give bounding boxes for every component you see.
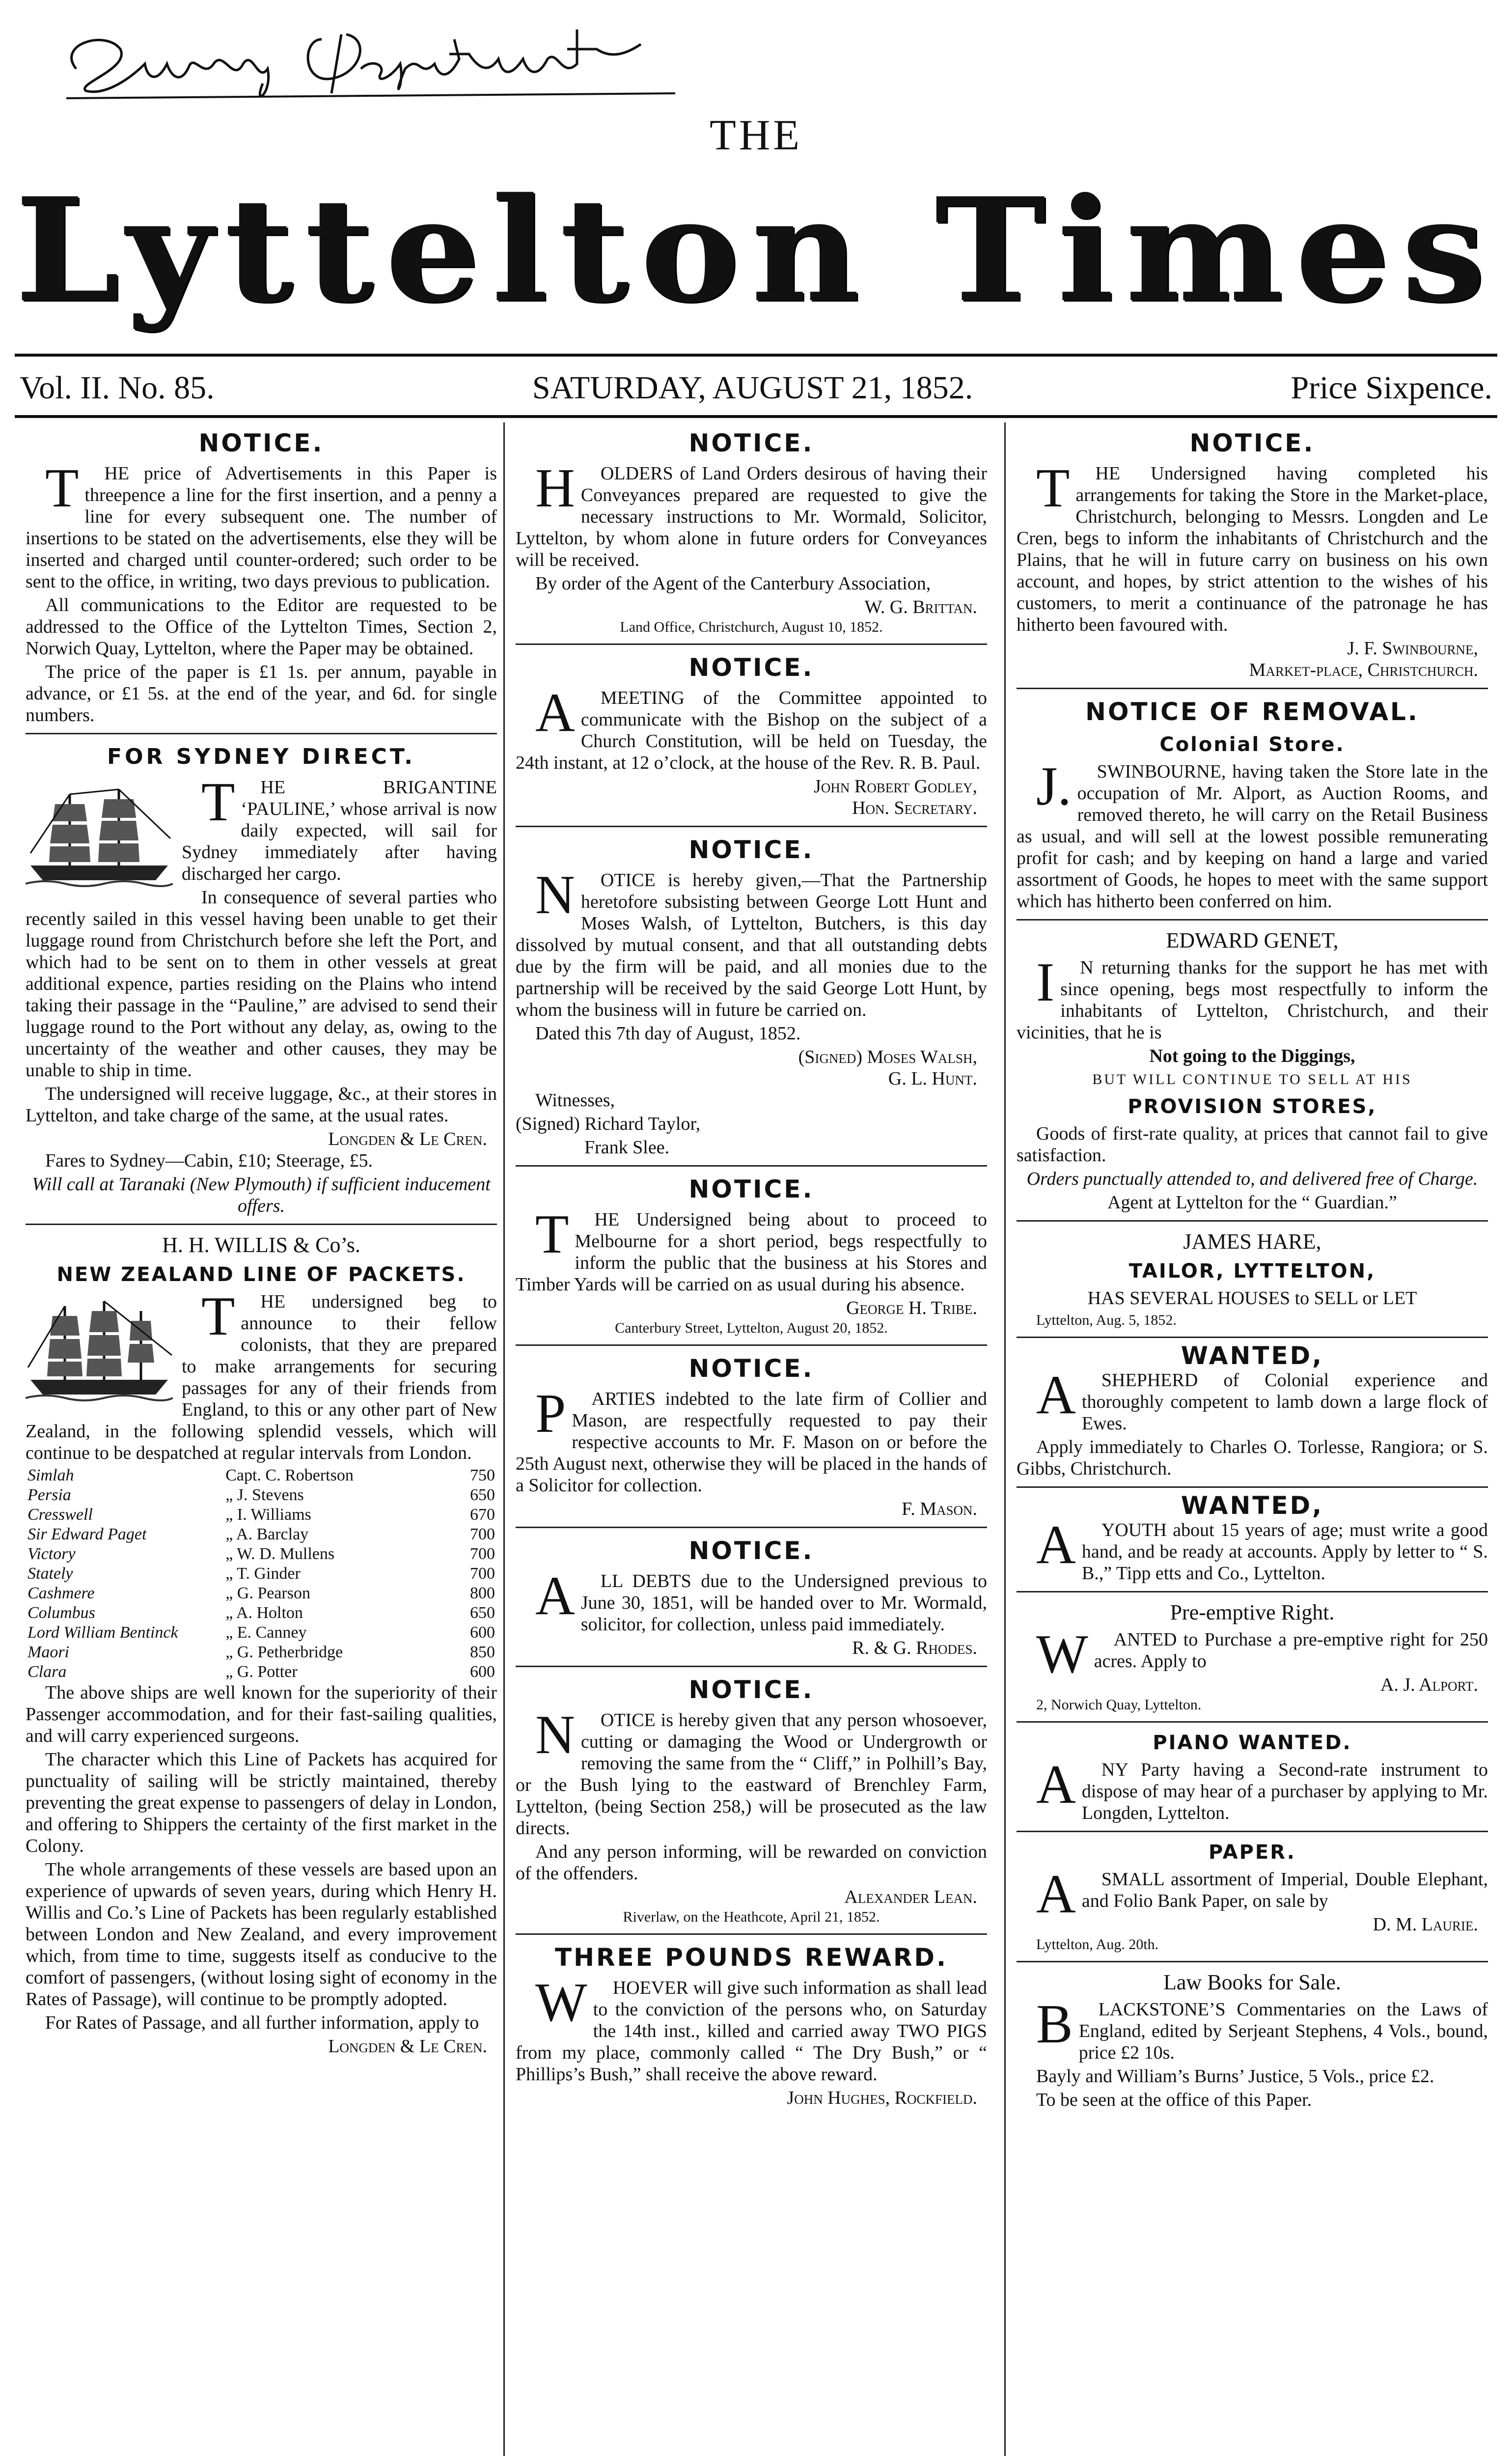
signature-longden: Longden & Le Cren.	[328, 1129, 487, 1149]
ship-tonnage: 600	[470, 1623, 495, 1642]
signature-title: Hon. Secretary.	[852, 798, 977, 818]
store-market-place-text: THE Undersigned having completed his arrangements for taking the Store in the Market-place, Christchurch, belonging to Messrs. Longden and Le Cren, begs to inform the inhabitants of Christchurch and the Plains, that he will in future carry on business on his own account, and hopes, by strict attention to the wishes of his customers, to merit a continuance of the patronage he has hitherto been favoured with.	[1017, 458, 1488, 635]
signed-hunt: G. L. Hunt.	[888, 1068, 977, 1089]
table-row	[26, 1584, 497, 1603]
column-divider-1	[503, 422, 505, 2456]
taranaki-note: Will call at Taranaki (New Plymouth) if sufficient inducement offers.	[32, 1174, 491, 1216]
notice-heading: NOTICE.	[688, 653, 814, 682]
melbourne-text: THE Undersigned being about to proceed to Melbourne for a short period, begs respectfully to inform the public that the business at his Stores and Timber Yards will be carried on as usual during his absence.	[516, 1204, 987, 1295]
column-divider-2	[1004, 422, 1006, 2456]
pre-emptive-text: WANTED to Purchase a pre-emptive right for 250 acres. Apply to	[1036, 1624, 1488, 1685]
willis-intro-text: THE undersigned beg to announce to their fellow colonists, that they are prepared to make arrangements for securing passages for any of their friends from England, to this or any other part of New Zealand, in the following splendid vessels, which will continue to be despatched at regular intervals from London.	[26, 1286, 497, 1463]
ship-name: Stately	[27, 1564, 73, 1583]
notice-heading: NOTICE.	[688, 1675, 814, 1704]
signature-tribe: George H. Tribe.	[846, 1298, 977, 1318]
hare-heading: JAMES HARE,	[1183, 1229, 1321, 1254]
column-1	[26, 422, 497, 2456]
notice-heading: NOTICE.	[688, 1175, 814, 1203]
piano-heading: PIANO WANTED.	[1153, 1731, 1352, 1754]
ship-tonnage: 650	[470, 1604, 495, 1622]
ship-illustration	[26, 780, 173, 893]
divider	[516, 826, 987, 827]
signature-hughes: John Hughes, Rockfield.	[787, 2088, 977, 2108]
notice-heading: NOTICE.	[688, 429, 814, 457]
signature-mason: F. Mason.	[902, 1499, 977, 1519]
masthead-rule-bottom	[15, 415, 1497, 418]
signature-godley: John Robert Godley,	[814, 776, 977, 797]
divider	[516, 1666, 987, 1667]
column-3	[1017, 422, 1488, 2456]
witness-taylor: (Signed) Richard Taylor,	[516, 1114, 701, 1134]
ship-name: Simlah	[27, 1466, 74, 1484]
ship-name: Clara	[27, 1663, 67, 1681]
divider	[516, 643, 987, 645]
land-orders-text: HOLDERS of Land Orders desirous of having their Conveyances prepared are requested to give the necessary instructions to Mr. Wormald, Solicitor, Lyttelton, by whom alone in future orders for Conveyances will be received.	[516, 458, 987, 570]
colonial-store-subhead: Colonial Store.	[1159, 733, 1345, 756]
signature-brittan: W. G. Brittan.	[864, 597, 977, 617]
alport-place: 2, Norwich Quay, Lyttelton.	[1036, 1697, 1202, 1713]
handwriting-signature-image	[47, 10, 685, 103]
genet-heading: EDWARD GENET,	[1166, 928, 1339, 952]
dateline	[20, 363, 1492, 413]
divider	[1017, 1220, 1488, 1222]
shepherd-apply-text: Apply immediately to Charles O. Torlesse, Rangiora; or S. Gibbs, Christchurch.	[1017, 1437, 1488, 1479]
masthead-the: THE	[709, 112, 803, 159]
sailing-ship-icon	[26, 1294, 173, 1407]
signed-walsh: (Signed) Moses Walsh,	[798, 1047, 977, 1067]
divider	[516, 1344, 987, 1346]
divider	[1017, 1486, 1488, 1488]
pre-emptive-heading: Pre-emptive Right.	[1170, 1600, 1335, 1624]
witnesses-label: Witnesses,	[535, 1090, 615, 1111]
signature-swinbourne: J. F. Swinbourne,	[1347, 638, 1478, 659]
signature-alport: A. J. Alport.	[1380, 1675, 1478, 1695]
signature-longden: Longden & Le Cren.	[328, 2036, 487, 2057]
willis-heading: H. H. WILLIS & Co’s.	[162, 1233, 360, 1257]
divider	[1017, 919, 1488, 921]
orders-text: Orders punctually attended to, and delivered free of Charge.	[1026, 1169, 1478, 1189]
table-row	[26, 1466, 497, 1485]
laurie-place: Lyttelton, Aug. 20th.	[1036, 1936, 1159, 1953]
editor-communications-text: All communications to the Editor are requested to be addressed to the Office of the Lyttelton Times, Section 2, Norwich Quay, Lyttelton, where the Paper may be obtained.	[26, 595, 497, 659]
land-office-place: Land Office, Christchurch, August 10, 1852.	[620, 619, 883, 635]
lean-place: Riverlaw, on the Heathcote, April 21, 1852.	[623, 1909, 880, 1925]
ship-name: Persia	[27, 1486, 71, 1504]
issue-date: SATURDAY, AUGUST 21, 1852.	[532, 370, 973, 406]
notice-heading: NOTICE.	[1189, 429, 1315, 457]
table-row	[26, 1544, 497, 1564]
ship-tonnage: 650	[470, 1486, 495, 1504]
signature-laurie: D. M. Laurie.	[1373, 1914, 1478, 1935]
divider	[1017, 1831, 1488, 1832]
witness-slee: Frank Slee.	[584, 1137, 670, 1158]
collier-mason-text: PARTIES indebted to the late firm of Collier and Mason, are respectfully requested to pay their respective accounts to Mr. F. Mason on or before the 25th August next, otherwise they will be placed in the hands of a Solicitor for collection.	[516, 1383, 987, 1496]
price: Price Sixpence.	[1291, 370, 1492, 406]
ship-tonnage: 850	[470, 1643, 495, 1661]
table-row	[26, 1525, 497, 1544]
table-row	[26, 1643, 497, 1662]
piano-text: ANY Party having a Second-rate instrument to dispose of may hear of a purchaser by applying to Mr. Longden, Lyttelton.	[1036, 1754, 1488, 1823]
ship-master: „ T. Ginder	[225, 1564, 301, 1583]
packets-heading: NEW ZEALAND LINE OF PACKETS.	[56, 1263, 466, 1286]
wanted-heading: WANTED,	[1181, 1341, 1324, 1370]
ship-name: Maori	[27, 1643, 69, 1661]
ship-master: „ G. Petherbridge	[225, 1643, 343, 1661]
reward-informing-text: And any person informing, will be rewarded on conviction of the offenders.	[516, 1842, 987, 1884]
ship-name: Sir Edward Paget	[27, 1525, 147, 1543]
youth-text: AYOUTH about 15 years of age; must write a good hand, and be ready at accounts. Apply by letter to “ S. B.,” Tipp etts and Co., Lyttelton.	[1036, 1514, 1488, 1584]
ship-master: „ G. Potter	[225, 1663, 298, 1681]
signature-rhodes: R. & G. Rhodes.	[852, 1638, 977, 1658]
luggage-stores-text: The undersigned will receive luggage, &c., at their stores in Lyttelton, and take charge of the same, at the usual rates.	[26, 1084, 497, 1126]
notice-heading: NOTICE.	[688, 836, 814, 864]
ship-master: „ A. Holton	[225, 1604, 303, 1622]
ship-name: Columbus	[27, 1604, 95, 1622]
divider	[26, 733, 497, 734]
removal-heading: NOTICE OF REMOVAL.	[1085, 698, 1419, 726]
volume-number: Vol. II. No. 85.	[20, 370, 215, 406]
ship-tonnage: 600	[470, 1663, 495, 1681]
reward-heading: THREE POUNDS REWARD.	[555, 1943, 948, 1972]
table-row	[26, 1623, 497, 1643]
provision-stores: PROVISION STORES,	[1127, 1095, 1377, 1118]
ship-name: Victory	[27, 1545, 76, 1563]
divider	[1017, 1337, 1488, 1338]
paper-heading: PAPER.	[1209, 1841, 1296, 1864]
shepherd-text: ASHEPHERD of Colonial experience and thoroughly competent to lamb down a large flock of Ewes.	[1036, 1365, 1488, 1434]
not-going-diggings: Not going to the Diggings,	[1149, 1046, 1355, 1066]
table-row	[26, 1662, 497, 1682]
dated-text: Dated this 7th day of August, 1852.	[535, 1023, 801, 1044]
ship-master: „ G. Pearson	[225, 1584, 310, 1602]
signature-lean: Alexander Lean.	[844, 1887, 977, 1907]
divider	[1017, 688, 1488, 689]
partnership-dissolved-text: NOTICE is hereby given,—That the Partnership heretofore subsisting between George Lott Hunt and Moses Walsh, of Lyttelton, Butchers, is this day dissolved by mutual consent, and that all outstanding debts due by the firm will be paid, and all monies due to the partnership will be received by the said George Lott Hunt, by whom the business will in future be carried on.	[516, 865, 987, 1020]
accommodation-text: The above ships are well known for the superiority of their Passenger accommodation, and for their fast-sailing qualities, and will carry experienced surgeons.	[26, 1682, 497, 1746]
ship-name: Cresswell	[27, 1506, 93, 1524]
wood-notice-text: NOTICE is hereby given that any person whosoever, cutting or damaging the Wood or Undergrowth or removing the same from the “ Cliff,” in Polhill’s Bay, or the Bush lying to the eastward of Brenchley Farm, Lyttelton, (being Section 258,) will be prosecuted as the law directs.	[516, 1704, 987, 1839]
land-orders-order-text: By order of the Agent of the Canterbury Association,	[535, 573, 931, 594]
subscription-price-text: The price of the paper is £1 1s. per annum, payable in advance, or £1 5s. at the end of the year, and 6d. for single numbers.	[26, 662, 497, 726]
table-row	[26, 1564, 497, 1584]
masthead-title: Lyttelton Times	[15, 167, 1497, 334]
divider	[1017, 1591, 1488, 1592]
ship-tonnage: 700	[470, 1564, 495, 1583]
ship-tonnage: 700	[470, 1525, 495, 1543]
sailing-ship-icon	[26, 780, 173, 893]
luggage-advice-text: In consequence of several parties who recently sailed in this vessel having been unable to get their luggage round from Christchurch before she left the Port, and which had to be sent on to them in other vessels at great additional expence, parties residing on the Plains who intend taking their passage in the “Pauline,” are advised to send their luggage round to the Port without any delay, as, owing to the uncertainty of the weather and other causes, they may be unable to ship in time.	[26, 887, 497, 1081]
ship-master: Capt. C. Robertson	[225, 1466, 354, 1484]
wanted-heading: WANTED,	[1181, 1491, 1324, 1520]
advertising-rates-text: THE price of Advertisements in this Paper is threepence a line for the first insertion, and a penny a line for every subsequent one. The number of insertions to be stated on the advertisements, else they will be inserted and charged until counter-ordered; such order to be sent to the office, in writing, two days previous to publication.	[26, 458, 497, 592]
church-meeting-text: AMEETING of the Committee appointed to communicate with the Bishop on the subject of a Church Constitution, will be held on Tuesday, the 24th instant, at 12 o’clock, at the house of the Rev. R. B. Paul.	[516, 682, 987, 773]
divider	[516, 1933, 987, 1935]
ship-master: „ W. D. Mullens	[225, 1545, 335, 1563]
paper-text: ASMALL assortment of Imperial, Double Elephant, and Folio Bank Paper, on sale by	[1036, 1864, 1488, 1925]
divider	[1017, 1961, 1488, 1962]
divider	[1017, 1721, 1488, 1723]
goods-quality-text: Goods of first-rate quality, at prices that cannot fail to give satisfaction.	[1017, 1123, 1488, 1166]
notice-heading: NOTICE.	[198, 429, 324, 457]
brigantine-pauline-text: THE BRIGANTINE ‘PAULINE,’ whose arrival is now daily expected, will sail for Sydney immediately after having discharged her cargo.	[182, 772, 497, 884]
divider	[26, 1224, 497, 1225]
tribe-place: Canterbury Street, Lyttelton, August 20, 1852.	[615, 1320, 888, 1336]
ship-master: „ I. Williams	[225, 1506, 311, 1524]
ship-master: „ E. Canney	[225, 1623, 307, 1642]
hare-place: Lyttelton, Aug. 5, 1852.	[1036, 1312, 1177, 1328]
office-view-text: To be seen at the office of this Paper.	[1036, 2090, 1312, 2110]
divider	[516, 1527, 987, 1528]
pigs-reward-text: WHOEVER will give such information as shall lead to the conviction of the persons who, on Saturday the 14th inst., killed and carried away TWO PIGS from my place, commonly called “ The Dry Bush,” or “ Phillips’s Bush,” shall receive the above reward.	[516, 1972, 987, 2085]
continue-to-sell: BUT WILL CONTINUE TO SELL AT HIS	[1092, 1071, 1412, 1088]
blackstone-text: BLACKSTONE’S Commentaries on the Laws of England, edited by Serjeant Stephens, 4 Vols., bound, price £2 10s.	[1036, 1994, 1488, 2063]
punctuality-text: The character which this Line of Packets has acquired for punctuality of sailing will be strictly maintained, thereby preventing the great expense to passengers of delay in London, and offering to Shippers the certainty of the first market in the Colony.	[26, 1749, 497, 1856]
ship-tonnage: 750	[470, 1466, 495, 1484]
ship-tonnage: 670	[470, 1506, 495, 1524]
burns-justice-text: Bayly and William’s Burns’ Justice, 5 Vols., price £2.	[1036, 2066, 1434, 2087]
divider	[516, 1165, 987, 1167]
table-row	[26, 1485, 497, 1505]
ship-name: Cashmere	[27, 1584, 95, 1602]
ship-illustration	[26, 1294, 173, 1407]
notice-heading: NOTICE.	[688, 1354, 814, 1383]
ship-master: „ J. Stevens	[225, 1486, 304, 1504]
fleet-table	[26, 1466, 497, 1682]
removal-text: J.SWINBOURNE, having taken the Store late in the occupation of Mr. Alport, as Auction Rooms, and removed thereto, he will carry on the Retail Business as usual, and will sell at the lowest possible remunerating profit for cash; and by keeping on hand a large and varied assortment of Goods, he hopes to meet with the same support which has hitherto been conferred on him.	[1017, 756, 1488, 912]
genet-thanks-text: IN returning thanks for the support he has met with since opening, begs most respectfully to inform the inhabitants of Lyttelton, Christchurch, and their vicinities, that he is	[1017, 952, 1488, 1043]
notice-heading: NOTICE.	[688, 1536, 814, 1565]
ship-name: Lord William Bentinck	[27, 1623, 178, 1642]
ship-tonnage: 800	[470, 1584, 495, 1602]
guardian-agent-text: Agent at Lyttelton for the “ Guardian.”	[1107, 1192, 1397, 1213]
tailor-subhead: TAILOR, LYTTELTON,	[1128, 1260, 1376, 1283]
swinbourne-place: Market-place, Christchurch.	[1249, 660, 1478, 680]
apply-text: For Rates of Passage, and all further information, apply to	[45, 2012, 479, 2033]
ship-master: „ A. Barclay	[225, 1525, 309, 1543]
arrangements-text: The whole arrangements of these vessels are based upon an experience of upwards of seven years, during which Henry H. Willis and Co.’s Line of Packets has been regularly established between London and New Zealand, and every improvement which, from time to time, suggests itself as conducive to the comfort of passengers, (without losing sight of economy in the Rates of Passage), will continue to be promptly adopted.	[26, 1859, 497, 2009]
law-books-heading: Law Books for Sale.	[1163, 1970, 1341, 1994]
handwritten-annotation	[47, 10, 685, 103]
masthead-rule-top	[15, 354, 1497, 357]
houses-text: HAS SEVERAL HOUSES to SELL or LET	[1087, 1288, 1417, 1309]
debts-text: ALL DEBTS due to the Undersigned previous to June 30, 1851, will be handed over to Mr. Wormald, solicitor, for collection, unless paid immediately.	[535, 1565, 987, 1635]
table-row	[26, 1505, 497, 1525]
ship-tonnage: 700	[470, 1545, 495, 1563]
sydney-heading: FOR SYDNEY DIRECT.	[107, 744, 415, 769]
fares-text: Fares to Sydney—Cabin, £10; Steerage, £5.	[45, 1150, 373, 1171]
table-row	[26, 1603, 497, 1623]
column-2	[516, 422, 987, 2456]
